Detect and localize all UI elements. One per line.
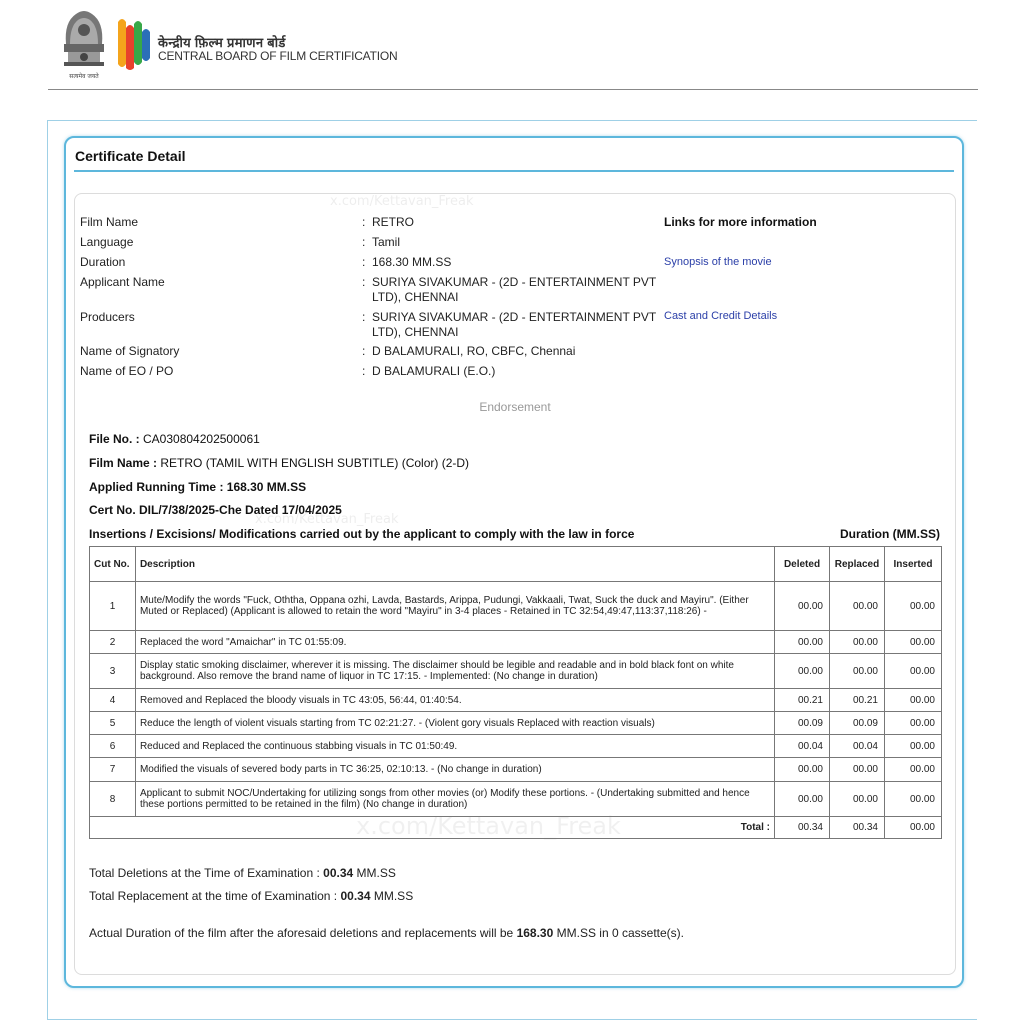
cut-description: Replaced the word "Amaichar" in TC 01:55:09. (135, 631, 774, 654)
colon: : (362, 310, 366, 324)
replaced-value: 00.21 (829, 689, 884, 712)
colon: : (362, 275, 366, 289)
watermark-text: x.com/Kettavan_Freak (330, 194, 474, 209)
cut-number: 2 (90, 631, 136, 654)
inserted-value: 00.00 (884, 582, 941, 631)
eo-po-value: D BALAMURALI (E.O.) (372, 364, 496, 378)
cert-no: Cert No. DIL/7/38/2025-Che Dated 17/04/2025 (89, 503, 342, 517)
duration-label: Duration (80, 255, 126, 269)
total-replacement-value: 00.34 (340, 889, 371, 903)
header-divider (48, 89, 978, 90)
inserted-value: 00.00 (884, 631, 941, 654)
endorsement-film-name-line (89, 456, 469, 470)
national-emblem-icon (60, 4, 108, 84)
film-name-label: Film Name (80, 215, 139, 229)
deleted-value: 00.04 (775, 735, 830, 758)
cbfc-logo-icon (114, 14, 154, 72)
watermark-text: x.com/Kettavan_Freak (356, 812, 621, 840)
modifications-heading: Insertions / Excisions/ Modifications carried out by the applicant to comply with the law in force (89, 527, 635, 541)
colon: : (362, 255, 366, 269)
colon: : (362, 344, 366, 358)
unit: MM.SS (373, 889, 414, 903)
cut-no-header: Cut No. (90, 547, 136, 582)
colon: : (362, 235, 366, 249)
deleted-value: 00.09 (775, 712, 830, 735)
applicant-name-value: SURIYA SIVAKUMAR - (2D - ENTERTAINMENT PVT LTD), CHENNAI (372, 275, 657, 304)
table-header-row (90, 547, 942, 582)
replaced-value: 00.00 (829, 758, 884, 782)
deleted-value: 00.00 (775, 654, 830, 689)
producers-value: SURIYA SIVAKUMAR - (2D - ENTERTAINMENT PVT LTD), CHENNAI (372, 310, 657, 339)
producers-label: Producers (80, 310, 135, 324)
total-deleted: 00.34 (775, 817, 830, 839)
table-total-row (90, 817, 942, 839)
table-row (90, 631, 942, 654)
cuts-table (89, 546, 942, 839)
deleted-value: 00.00 (775, 582, 830, 631)
svg-text:सत्यमेव जयते: सत्यमेव जयते (69, 73, 99, 80)
duration-value: 168.30 MM.SS (372, 255, 452, 269)
unit: MM.SS (356, 866, 396, 880)
inserted-header: Inserted (884, 547, 941, 582)
cut-description: Mute/Modify the words "Fuck, Oththa, Oppana ozhi, Lavda, Bastards, Arippa, Pudungi, Vakkaali, Twat, Suck the duck and Mayiru". (Either Muted or Replaced) (Applicant is allowed to retain the word "Mayiru" in 3-4 places - Retained in TC 32:54,49:47,113:37,118:26) - (135, 582, 774, 631)
endorsement-film-name-value: RETRO (TAMIL WITH ENGLISH SUBTITLE) (Color) (2-D) (160, 456, 470, 470)
table-row (90, 712, 942, 735)
actual-duration-suffix: MM.SS in 0 cassette(s). (556, 926, 684, 940)
actual-duration-value: 168.30 (516, 926, 554, 940)
endorsement-film-name-label: Film Name : (89, 456, 158, 470)
cut-description: Applicant to submit NOC/Undertaking for utilizing songs from other movies (or) Modify these portions. - (Undertaking submitted and hence these portions permitted to be retained in the film) (No change in duration) (135, 782, 774, 817)
replaced-value: 00.00 (829, 631, 884, 654)
card-title: Certificate Detail (75, 148, 186, 164)
page-header (0, 0, 1024, 92)
replaced-header: Replaced (829, 547, 884, 582)
board-name-hindi: केन्द्रीय फ़िल्म प्रमाणन बोर्ड (158, 35, 286, 50)
inserted-value: 00.00 (884, 712, 941, 735)
synopsis-link[interactable]: Synopsis of the movie (664, 256, 772, 268)
endorsement-heading: Endorsement (479, 400, 551, 414)
deleted-header: Deleted (775, 547, 830, 582)
table-row (90, 782, 942, 817)
cast-credit-link[interactable]: Cast and Credit Details (664, 310, 778, 322)
cut-description: Display static smoking disclaimer, wherever it is missing. The disclaimer should be legible and readable and in bold black font on white background. Also remove the brand name of liquor in TC 17:15. - Implemented: (No change in duration) (135, 654, 774, 689)
inserted-value: 00.00 (884, 758, 941, 782)
table-row (90, 654, 942, 689)
language-value: Tamil (372, 235, 401, 249)
deleted-value: 00.00 (775, 758, 830, 782)
cut-description: Modified the visuals of severed body parts in TC 36:25, 02:10:13. - (No change in duration) (135, 758, 774, 782)
total-deletions-value: 00.34 (323, 866, 354, 880)
language-label: Language (80, 235, 134, 249)
replaced-value: 00.09 (829, 712, 884, 735)
inserted-value: 00.00 (884, 782, 941, 817)
total-deletions-label: Total Deletions at the Time of Examination : (89, 866, 320, 880)
actual-duration-line (89, 926, 684, 940)
applicant-name-label: Applicant Name (80, 275, 165, 289)
actual-duration-prefix: Actual Duration of the film after the aforesaid deletions and replacements will be (89, 926, 514, 940)
cut-description: Removed and Replaced the bloody visuals in TC 43:05, 56:44, 01:40:54. (135, 689, 774, 712)
description-header: Description (135, 547, 774, 582)
total-replaced: 00.34 (829, 817, 884, 839)
replaced-value: 00.00 (829, 582, 884, 631)
table-row (90, 758, 942, 782)
deleted-value: 00.00 (775, 782, 830, 817)
file-no-line (89, 432, 260, 446)
replaced-value: 00.04 (829, 735, 884, 758)
file-no-value: CA030804202500061 (143, 432, 260, 446)
cut-number: 7 (90, 758, 136, 782)
inserted-value: 00.00 (884, 654, 941, 689)
signatory-value: D BALAMURALI, RO, CBFC, Chennai (372, 344, 576, 358)
table-row (90, 582, 942, 631)
cut-number: 8 (90, 782, 136, 817)
total-replacement-line (89, 889, 413, 903)
cut-number: 1 (90, 582, 136, 631)
cut-number: 6 (90, 735, 136, 758)
cut-number: 4 (90, 689, 136, 712)
total-label: Total : (90, 817, 775, 839)
watermark-text: x.com/Kettavan_Freak (255, 512, 399, 527)
table-row (90, 735, 942, 758)
inserted-value: 00.00 (884, 689, 941, 712)
total-deletions-line (89, 866, 396, 880)
total-replacement-label: Total Replacement at the time of Examination : (89, 889, 338, 903)
deleted-value: 00.00 (775, 631, 830, 654)
colon: : (362, 364, 366, 378)
card-title-divider (74, 170, 954, 172)
links-heading: Links for more information (664, 215, 817, 229)
colon: : (362, 215, 366, 229)
cut-number: 3 (90, 654, 136, 689)
table-row (90, 689, 942, 712)
signatory-label: Name of Signatory (80, 344, 180, 358)
eo-po-label: Name of EO / PO (80, 364, 174, 378)
applied-running-time: Applied Running Time : 168.30 MM.SS (89, 480, 307, 494)
replaced-value: 00.00 (829, 782, 884, 817)
file-no-label: File No. : (89, 432, 140, 446)
replaced-value: 00.00 (829, 654, 884, 689)
duration-heading: Duration (MM.SS) (840, 527, 940, 541)
inserted-value: 00.00 (884, 735, 941, 758)
total-inserted: 00.00 (884, 817, 941, 839)
deleted-value: 00.21 (775, 689, 830, 712)
cut-number: 5 (90, 712, 136, 735)
board-name-english: CENTRAL BOARD OF FILM CERTIFICATION (158, 49, 398, 63)
cut-description: Reduced and Replaced the continuous stabbing visuals in TC 01:50:49. (135, 735, 774, 758)
film-name-value: RETRO (372, 215, 414, 229)
cut-description: Reduce the length of violent visuals starting from TC 02:21:27. - (Violent gory visuals Replaced with reaction visuals) (135, 712, 774, 735)
